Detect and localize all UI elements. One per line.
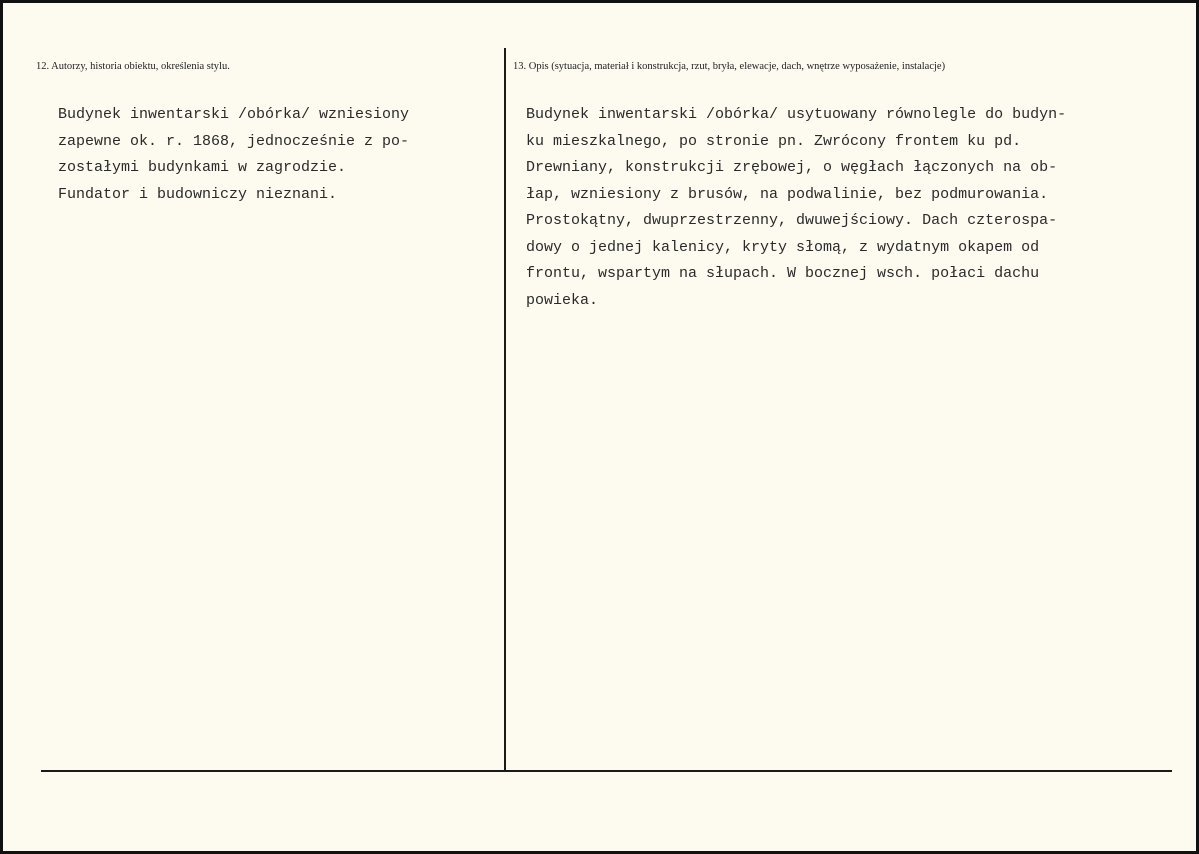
section-13-line: Budynek inwentarski /obórka/ usytuowany równolegle do budyn- — [526, 106, 1067, 123]
section-13-line: frontu, wspartym na słupach. W bocznej wsch. połaci dachu — [526, 265, 1040, 282]
section-13-line: Drewniany, konstrukcji zrębowej, o węgłach łączonych na ob- — [526, 159, 1058, 176]
section-13-header: 13. Opis (sytuacja, materiał i konstrukcja, rzut, bryła, elewacje, dach, wnętrze wyposażenie, instalacje) — [513, 61, 946, 72]
section-12-text — [58, 102, 491, 208]
section-13-line: powieka. — [526, 291, 599, 309]
section-13-description — [513, 61, 1163, 314]
section-13-text — [526, 102, 1163, 314]
section-13-line: ku mieszkalnego, po stronie pn. Zwrócony frontem ku pd. — [526, 132, 1022, 150]
section-12-line: zostałymi budynkami w zagrodzie. — [58, 159, 347, 176]
column-divider — [504, 48, 506, 770]
bottom-rule — [41, 770, 1172, 772]
section-13-line: łap, wzniesiony z brusów, na podwalinie, bez podmurowania. — [526, 185, 1049, 203]
section-12-header: 12. Autorzy, historia obiektu, określenia stylu. — [36, 61, 230, 72]
section-12-line: Fundator i budowniczy nieznani. — [58, 185, 338, 203]
section-13-line: dowy o jednej kalenicy, kryty słomą, z wydatnym okapem od — [526, 238, 1040, 256]
section-12-authors-history — [36, 61, 491, 208]
section-13-line: Prostokątny, dwuprzestrzenny, dwuwejściowy. Dach czterospa- — [526, 212, 1058, 229]
section-12-line: Budynek inwentarski /obórka/ wzniesiony — [58, 106, 410, 123]
section-12-line: zapewne ok. r. 1868, jednocześnie z po- — [58, 132, 410, 150]
